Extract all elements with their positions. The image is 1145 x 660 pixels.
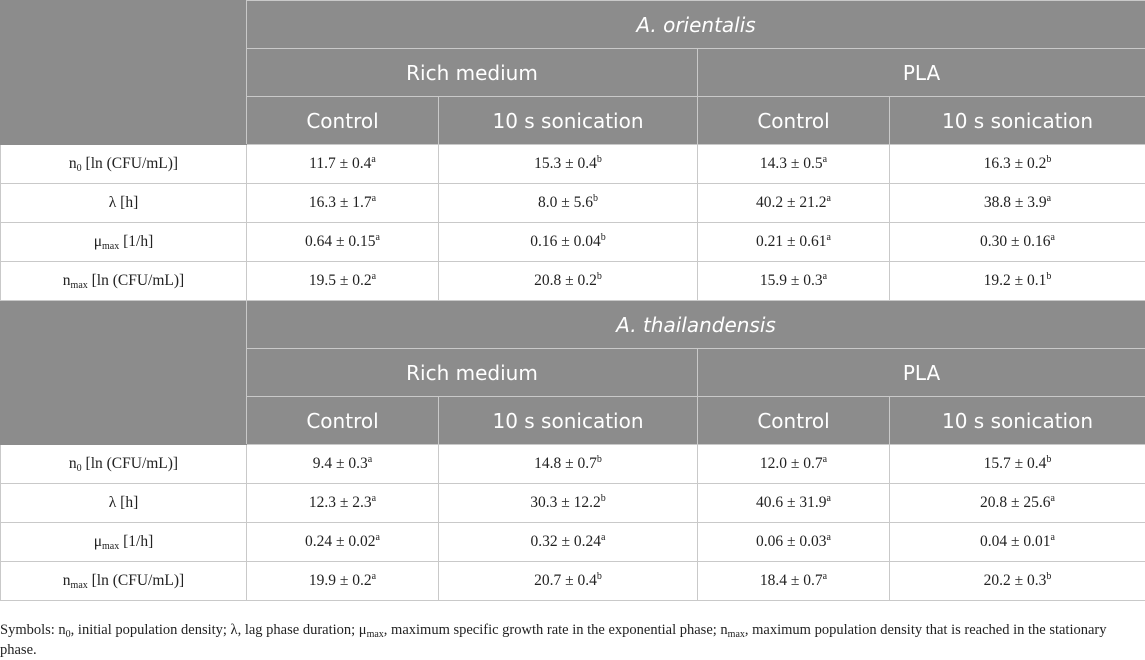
cell-value: 0.32 ± 0.24: [531, 533, 602, 550]
significance-letter: b: [1046, 454, 1051, 465]
significance-letter: b: [1046, 271, 1051, 282]
value-cell: [247, 223, 439, 262]
table-row: [1, 223, 1145, 262]
value-cell: [698, 184, 890, 223]
value-cell: [439, 184, 698, 223]
parameter-label: [1, 223, 247, 262]
cell-value: 19.5 ± 0.2: [309, 272, 372, 289]
cell-value: 20.2 ± 0.3: [984, 572, 1047, 589]
parameter-unit: [ln (CFU/mL)]: [88, 272, 184, 289]
parameter-symbol: μ: [94, 533, 102, 550]
parameter-symbol: λ [h]: [109, 494, 138, 511]
parameter-subscript: max: [71, 580, 88, 591]
footnote-text: , maximum population density that is reached in the stationary phase.: [0, 622, 1107, 658]
table-row: [1, 184, 1145, 223]
cell-value: 0.21 ± 0.61: [756, 233, 827, 250]
species-name: A. thailandensis: [247, 301, 1145, 349]
significance-letter: b: [601, 493, 606, 504]
cell-value: 15.9 ± 0.3: [760, 272, 823, 289]
parameter-symbol: λ [h]: [109, 194, 138, 211]
footnote-text: , maximum specific growth rate in the exponential phase; n: [384, 622, 728, 638]
cell-value: 0.24 ± 0.02: [305, 533, 376, 550]
table-footnote: [0, 620, 1135, 660]
significance-letter: a: [823, 271, 827, 282]
condition-header: Control: [698, 397, 890, 445]
condition-header: Control: [698, 97, 890, 145]
value-cell: [698, 523, 890, 562]
cell-value: 40.6 ± 31.9: [756, 494, 827, 511]
significance-letter: a: [827, 232, 831, 243]
value-cell: [439, 562, 698, 601]
parameter-symbol: n: [63, 572, 71, 589]
significance-letter: a: [823, 454, 827, 465]
parameter-unit: [ln (CFU/mL)]: [82, 455, 178, 472]
value-cell: [439, 484, 698, 523]
cell-value: 9.4 ± 0.3: [313, 455, 368, 472]
cell-value: 15.7 ± 0.4: [984, 455, 1047, 472]
condition-header: Control: [247, 397, 439, 445]
cell-value: 30.3 ± 12.2: [530, 494, 601, 511]
significance-letter: a: [827, 193, 831, 204]
parameter-label: [1, 562, 247, 601]
value-cell: [890, 484, 1145, 523]
cell-value: 12.3 ± 2.3: [309, 494, 372, 511]
condition-header: 10 s sonication: [439, 97, 698, 145]
parameter-symbol: n: [69, 155, 77, 172]
medium-header: PLA: [698, 349, 1145, 397]
value-cell: [890, 562, 1145, 601]
cell-value: 18.4 ± 0.7: [760, 572, 823, 589]
value-cell: [247, 484, 439, 523]
cell-value: 0.06 ± 0.03: [756, 533, 827, 550]
parameter-label: [1, 262, 247, 301]
footnote-subscript: max: [728, 629, 745, 640]
cell-value: 19.2 ± 0.1: [984, 272, 1047, 289]
value-cell: [698, 484, 890, 523]
parameter-label: [1, 445, 247, 484]
table-row: [1, 445, 1145, 484]
significance-letter: b: [597, 571, 602, 582]
cell-value: 40.2 ± 21.2: [756, 194, 827, 211]
table-row: [1, 562, 1145, 601]
cell-value: 14.8 ± 0.7: [534, 455, 597, 472]
significance-letter: a: [827, 532, 831, 543]
medium-header: Rich medium: [247, 49, 698, 97]
value-cell: [890, 145, 1145, 184]
significance-letter: b: [1046, 571, 1051, 582]
value-cell: [698, 262, 890, 301]
value-cell: [247, 145, 439, 184]
parameter-unit: [ln (CFU/mL)]: [88, 572, 184, 589]
value-cell: [247, 445, 439, 484]
cell-value: 20.7 ± 0.4: [534, 572, 597, 589]
significance-letter: b: [601, 232, 606, 243]
parameter-subscript: max: [71, 280, 88, 291]
cell-value: 16.3 ± 0.2: [984, 155, 1047, 172]
value-cell: [247, 562, 439, 601]
value-cell: [890, 445, 1145, 484]
significance-letter: b: [597, 271, 602, 282]
cell-value: 0.64 ± 0.15: [305, 233, 376, 250]
parameter-symbol: μ: [94, 233, 102, 250]
cell-value: 19.9 ± 0.2: [309, 572, 372, 589]
value-cell: [698, 445, 890, 484]
value-cell: [439, 262, 698, 301]
significance-letter: a: [1051, 532, 1055, 543]
cell-value: 16.3 ± 1.7: [309, 194, 372, 211]
value-cell: [439, 523, 698, 562]
value-cell: [247, 523, 439, 562]
value-cell: [890, 184, 1145, 223]
significance-letter: a: [1047, 193, 1051, 204]
significance-letter: b: [597, 154, 602, 165]
parameter-subscript: 0: [77, 463, 82, 474]
header-blank-cell: [1, 301, 247, 445]
significance-letter: b: [597, 454, 602, 465]
significance-letter: b: [593, 193, 598, 204]
parameter-label: [1, 523, 247, 562]
condition-header: Control: [247, 97, 439, 145]
parameter-label: [1, 184, 247, 223]
medium-header: Rich medium: [247, 349, 698, 397]
value-cell: [698, 223, 890, 262]
footnote-text: Symbols: n: [0, 622, 66, 638]
cell-value: 0.30 ± 0.16: [980, 233, 1051, 250]
significance-letter: a: [371, 154, 375, 165]
significance-letter: a: [823, 571, 827, 582]
parameter-subscript: 0: [77, 163, 82, 174]
table-row: [1, 262, 1145, 301]
footnote-subscript: max: [367, 629, 384, 640]
footnote-text: , initial population density; λ, lag phase duration; μ: [71, 622, 367, 638]
cell-value: 8.0 ± 5.6: [538, 194, 593, 211]
significance-letter: a: [376, 232, 380, 243]
significance-letter: b: [1046, 154, 1051, 165]
table-row: [1, 523, 1145, 562]
value-cell: [439, 223, 698, 262]
parameter-unit: [1/h]: [119, 233, 153, 250]
cell-value: 12.0 ± 0.7: [760, 455, 823, 472]
cell-value: 20.8 ± 25.6: [980, 494, 1051, 511]
table-row: [1, 484, 1145, 523]
significance-letter: a: [372, 271, 376, 282]
significance-letter: a: [601, 532, 605, 543]
condition-header: 10 s sonication: [890, 397, 1145, 445]
table-row: [1, 145, 1145, 184]
significance-letter: a: [376, 532, 380, 543]
significance-letter: a: [368, 454, 372, 465]
cell-value: 20.8 ± 0.2: [534, 272, 597, 289]
species-header-row: [1, 1, 1145, 49]
table-body: [1, 1, 1145, 601]
parameter-symbol: n: [63, 272, 71, 289]
value-cell: [890, 523, 1145, 562]
condition-header: 10 s sonication: [439, 397, 698, 445]
cell-value: 38.8 ± 3.9: [984, 194, 1047, 211]
value-cell: [890, 262, 1145, 301]
parameter-unit: [ln (CFU/mL)]: [82, 155, 178, 172]
footnote-subscript: 0: [66, 629, 71, 640]
value-cell: [698, 562, 890, 601]
cell-value: 0.16 ± 0.04: [530, 233, 601, 250]
parameter-subscript: max: [102, 241, 119, 252]
parameter-label: [1, 145, 247, 184]
cell-value: 15.3 ± 0.4: [534, 155, 597, 172]
significance-letter: a: [827, 493, 831, 504]
parameter-unit: [1/h]: [119, 533, 153, 550]
significance-letter: a: [372, 493, 376, 504]
species-header-row: [1, 301, 1145, 349]
significance-letter: a: [372, 571, 376, 582]
cell-value: 11.7 ± 0.4: [309, 155, 371, 172]
species-name: A. orientalis: [247, 1, 1145, 49]
condition-header: 10 s sonication: [890, 97, 1145, 145]
parameter-subscript: max: [102, 541, 119, 552]
cell-value: 14.3 ± 0.5: [760, 155, 823, 172]
parameter-label: [1, 484, 247, 523]
value-cell: [247, 262, 439, 301]
value-cell: [890, 223, 1145, 262]
cell-value: 0.04 ± 0.01: [980, 533, 1051, 550]
value-cell: [698, 145, 890, 184]
significance-letter: a: [823, 154, 827, 165]
value-cell: [439, 145, 698, 184]
significance-letter: a: [372, 193, 376, 204]
significance-letter: a: [1051, 232, 1055, 243]
significance-letter: a: [1051, 493, 1055, 504]
parameter-symbol: n: [69, 455, 77, 472]
value-cell: [247, 184, 439, 223]
header-blank-cell: [1, 1, 247, 145]
medium-header: PLA: [698, 49, 1145, 97]
value-cell: [439, 445, 698, 484]
